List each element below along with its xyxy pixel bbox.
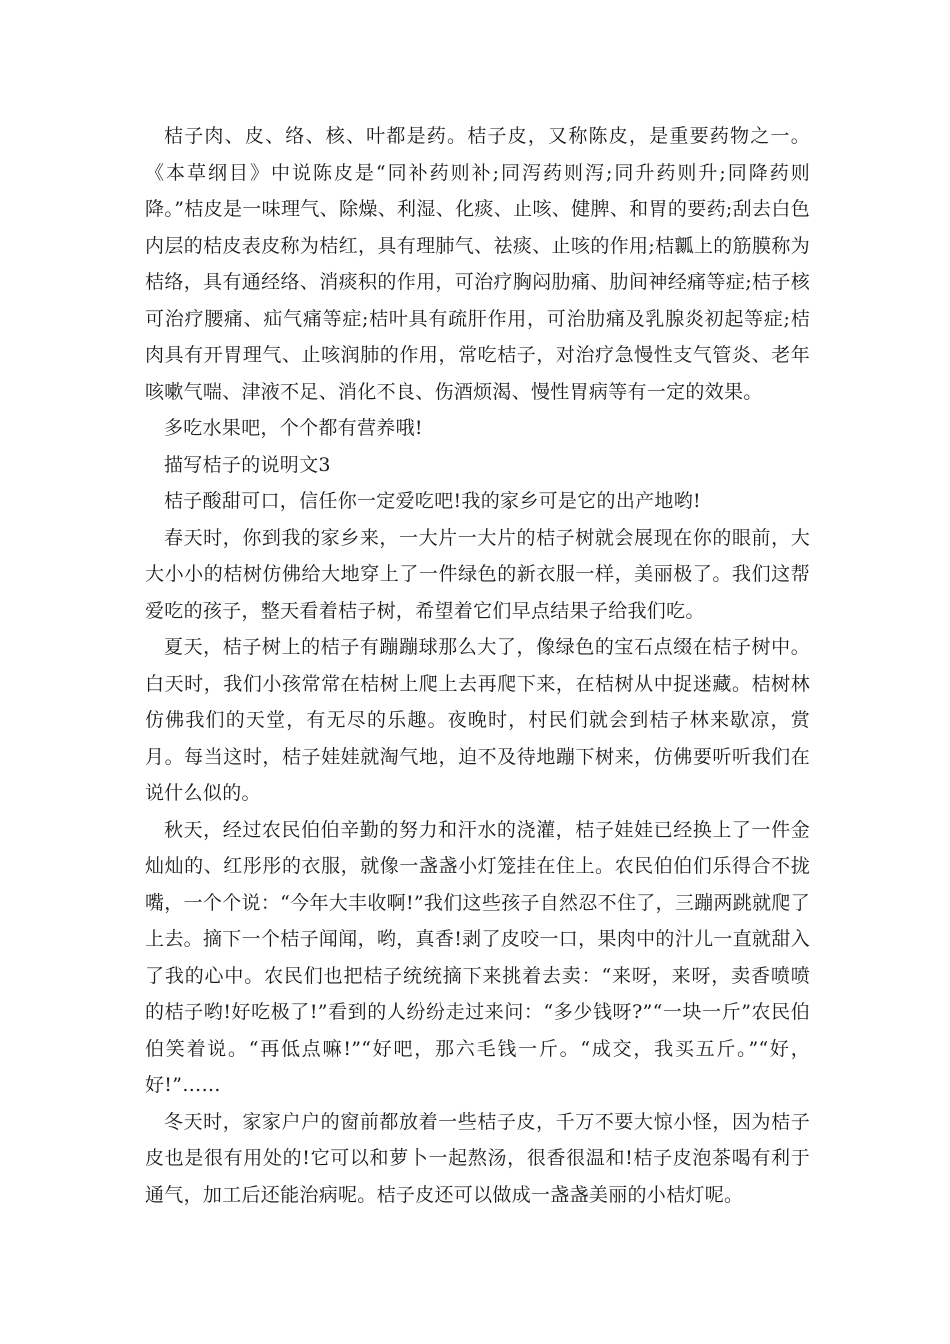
paragraph-spring: 春天时，你到我的家乡来，一大片一大片的桔子树就会展现在你的眼前，大大小小的桔树仿佛给大地穿上了一件绿色的新衣服一样，美丽极了。我们这帮爱吃的孩子，整天看着桔子树，希望着它们早点结果子给我们吃。	[145, 526, 810, 622]
paragraph-winter: 冬天时，家家户户的窗前都放着一些桔子皮，千万不要大惊小怪，因为桔子皮也是很有用处的!它可以和萝卜一起熬汤，很香很温和!桔子皮泡茶喝有利于通气，加工后还能治病呢。桔子皮还可以做成一盏盏美丽的小桔灯呢。	[145, 1110, 810, 1206]
paragraph-medicinal-uses: 桔子肉、皮、络、核、叶都是药。桔子皮，又称陈皮，是重要药物之一。《本草纲目》中说陈皮是“同补药则补;同泻药则泻;同升药则升;同降药则降。”桔皮是一味理气、除燥、利湿、化痰、止咳、健脾、和胃的要药;刮去白色内层的桔皮表皮称为桔红，具有理肺气、祛痰、止咳的作用;桔瓤上的筋膜称为桔络，具有通经络、消痰积的作用，可治疗胸闷肋痛、肋间神经痛等症;桔子核可治疗腰痛、疝气痛等症;桔叶具有疏肝作用，可治肋痛及乳腺炎初起等症;桔肉具有开胃理气、止咳润肺的作用，常吃桔子，对治疗急慢性支气管炎、老年咳嗽气喘、津液不足、消化不良、伤酒烦渴、慢性胃病等有一定的效果。	[145, 125, 810, 403]
paragraph-eat-fruit: 多吃水果吧，个个都有营养哦!	[164, 417, 423, 439]
paragraph-summer: 夏天，桔子树上的桔子有蹦蹦球那么大了，像绿色的宝石点缀在桔子树中。白天时，我们小孩常常在桔树上爬上去再爬下来，在桔树从中捉迷藏。桔树林仿佛我们的天堂，有无尽的乐趣。夜晚时，村民们就会到桔子林来歇凉，赏月。每当这时，桔子娃娃就淘气地，迫不及待地蹦下树来，仿佛要听听我们在说什么似的。	[145, 636, 810, 804]
paragraph-autumn: 秋天，经过农民伯伯辛勤的努力和汗水的浇灌，桔子娃娃已经换上了一件金灿灿的、红彤彤的衣服，就像一盏盏小灯笼挂在住上。农民伯伯们乐得合不拢嘴，一个个说：“今年大丰收啊!”我们这些孩子自然忍不住了，三蹦两跳就爬了上去。摘下一个桔子闻闻，哟，真香!剥了皮咬一口，果肉中的汁儿一直就甜入了我的心中。农民们也把桔子统统摘下来挑着去卖：“来呀，来呀，卖香喷喷的桔子哟!好吃极了!”看到的人纷纷走过来问：“多少钱呀?”“一块一斤”农民伯伯笑着说。“再低点嘛!”“好吧，那六毛钱一斤。“成交，我买五斤。”“好，好!”……	[145, 818, 810, 1096]
document-body	[145, 118, 810, 1213]
paragraph-intro: 桔子酸甜可口，信任你一定爱吃吧!我的家乡可是它的出产地哟!	[164, 490, 701, 512]
section-title: 描写桔子的说明文3	[164, 453, 331, 476]
